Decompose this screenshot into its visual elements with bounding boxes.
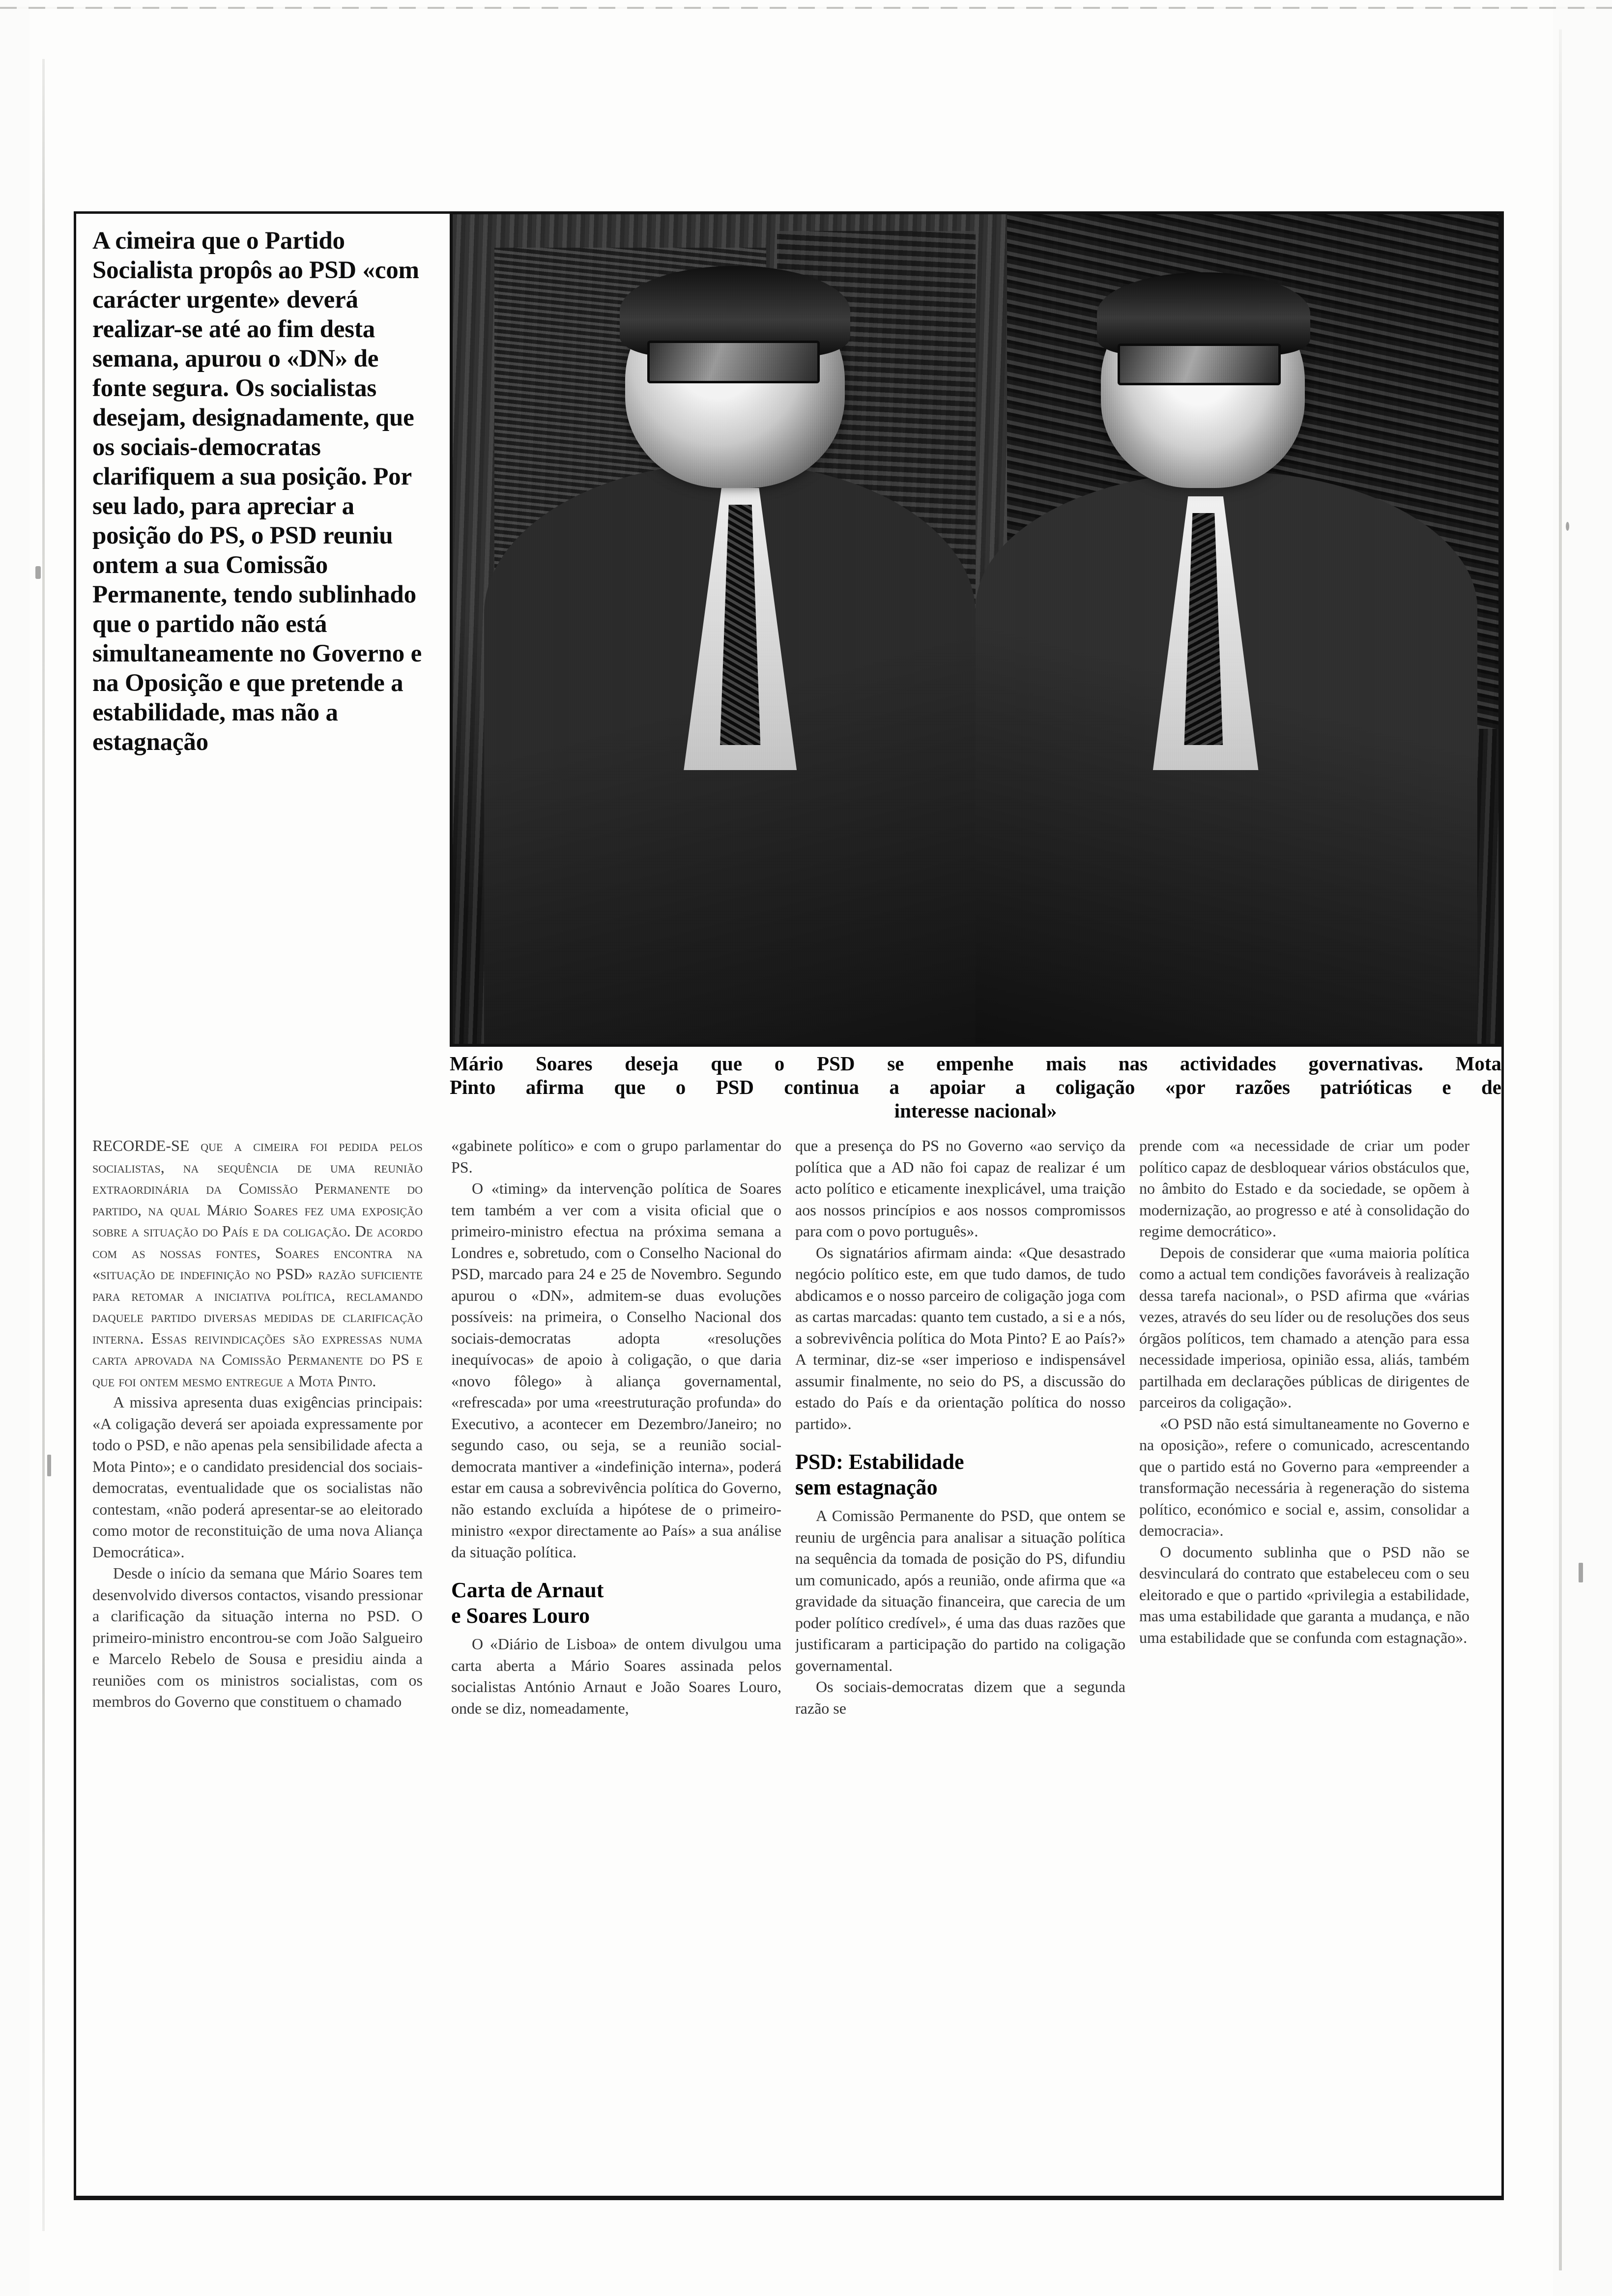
paragraph: Depois de considerar que «uma maioria política como a actual tem condições favoráveis à realização dessa tarefa nacional», o PSD afirma que «várias vezes, através do seu líder ou de resoluções dos seus órgãos políticos, tem chamado a atenção para essa necessidade imperiosa, opinião essa, aliás, também partilhada em declarações públicas de dirigentes de parceiros da coligação». bbox=[1139, 1243, 1469, 1411]
paragraph: O «Diário de Lisboa» de ontem divulgou uma carta aberta a Mário Soares assinada pelos socialistas António Arnaut e João Soares Louro, onde se diz, nomeadamente, bbox=[451, 1635, 781, 1717]
article-photo bbox=[450, 211, 1501, 1047]
photo-caption bbox=[450, 1052, 1501, 1122]
section-subheading: Carta de Arnaut e Soares Louro bbox=[451, 1578, 604, 1628]
scan-edge-top bbox=[0, 7, 1612, 9]
lead-paragraph-block bbox=[92, 226, 423, 757]
dust-speck bbox=[35, 566, 41, 579]
section-subheading: PSD: Estabilidade sem estagnação bbox=[795, 1450, 964, 1499]
photo-frame bbox=[450, 211, 1501, 1047]
paragraph: A missiva apresenta duas exigências principais: «A coligação deverá ser apoiada expressamente por todo o PSD, e não apenas pela sensibilidade afecta a Mota Pinto»; e o candidato presidencial dos sociais-democratas, eventualidade que os socialistas não contestam, «não poderá apresentar-se ao eleitorado como motor de reconstituição de uma nova Aliança Democrática». bbox=[92, 1393, 423, 1561]
dust-speck bbox=[47, 1455, 51, 1476]
scan-edge-right bbox=[1559, 29, 1562, 2270]
paragraph: «O PSD não está simultaneamente no Governo e na oposição», refere o comunicado, acrescentando que o partido está no Governo para «empreender a transformação necessária à regeneração do sistema político, económico e social e, assim, consolidar a democracia». bbox=[1139, 1414, 1469, 1539]
text-column-3 bbox=[795, 1135, 1125, 2177]
caption-line-3: interesse nacional» bbox=[894, 1099, 1057, 1122]
paragraph: A Comissão Permanente do PSD, que ontem se reuniu de urgência para analisar a situação política na sequência da tomada de posição do PS, difundiu um comunicado, após a reunião, onde afirma que «a gravidade da situação financeira, que carecia de um poder político credível», é uma das duas razões que justificaram a participação do partido na coligação governamental. bbox=[795, 1507, 1125, 1674]
paragraph: O «timing» da intervenção política de Soares tem também a ver com a visita oficial que o primeiro-ministro efectua na próxima semana a Londres e, sobretudo, com o Conselho Nacional do PSD, marcado para 24 e 25 de Novembro. Segundo apurou o «DN», admitem-se duas evoluções possíveis: na primeira, o Conselho Nacional dos sociais-democratas adopta «resoluções inequívocas» de apoio à coligação, o que daria «novo fôlego» à aliança governamental, «refrescada» por uma «reestruturação profunda» do Executivo, a acontecer em Dezembro/Janeiro; no segundo caso, ou seja, se a reunião social-democrata mantiver a «indefinição interna», poderá estar em causa a sobrevivência política do Governo, não estando excluída a hipótese de o primeiro-ministro «expor directamente ao País» a sua análise da situação política. bbox=[451, 1179, 781, 1561]
article-body bbox=[92, 1135, 1484, 2177]
paragraph: Os sociais-democratas dizem que a segunda razão se bbox=[795, 1678, 1125, 1717]
paragraph: que a presença do PS no Governo «ao serviço da política que a AD não foi capaz de realizar é um acto político e eticamente inexplicável, uma traição aos nossos princípios e aos nossos compromissos para com o povo português». bbox=[795, 1137, 1125, 1240]
frame-rule-right bbox=[1501, 211, 1504, 2200]
photo-halftone-grain bbox=[453, 214, 1498, 1044]
text-column-4 bbox=[1139, 1135, 1469, 2177]
text-column-2 bbox=[451, 1135, 781, 2177]
dust-speck bbox=[1579, 1563, 1583, 1582]
article-frame bbox=[74, 211, 1504, 2198]
lead-paragraph: A cimeira que o Partido Socialista propôs ao PSD «com carácter urgente» deverá realizar-se até ao fim desta semana, apurou o «DN» de fonte segura. Os socialistas desejam, designadamente, que os sociais-democratas clarifiquem a sua posição. Por seu lado, para apreciar a posição do PS, o PSD reuniu ontem a sua Comissão Permanente, tendo sublinhado que o partido não está simultaneamente no Governo e na Oposição e que pretende a estabilidade, mas não a estagnação bbox=[92, 227, 422, 756]
frame-rule-left bbox=[74, 211, 76, 2200]
paragraph: O documento sublinha que o PSD não se desvinculará do contrato que estabeleceu com o seu eleitorado e que o partido «privilegia a estabilidade, mas uma estabilidade que garanta a mudança, e não uma estabilidade que se confunda com estagnação». bbox=[1139, 1543, 1469, 1646]
caption-line-1: Mário Soares deseja que o PSD se empenhe mais nas actividades governativas. Mota bbox=[450, 1052, 1501, 1075]
frame-rule-bottom bbox=[74, 2196, 1504, 2200]
paragraph: RECORDE-SE que a cimeira foi pedida pelos socialistas, na sequência de uma reunião extraordinária da Comissão Permanente do partido, na qual Mário Soares fez uma exposição sobre a situação do País e da coligação. De acordo com as nossas fontes, Soares encontra na «situação de indefinição no PSD» razão suficiente para retomar a iniciativa política, reclamando daquele partido diversas medidas de clarificação interna. Essas reivindicações são expressas numa carta aprovada na Comissão Permanente do PS e que foi ontem mesmo entregue a Mota Pinto. bbox=[92, 1137, 423, 1390]
dust-speck bbox=[1566, 522, 1569, 531]
paragraph: Os signatários afirmam ainda: «Que desastrado negócio político este, em que tudo damos, de tudo abdicamos e o nosso parceiro de coligação joga com as cartas marcadas: quanto tem custado, a si e a nós, a sobrevivência política do Mota Pinto? E ao País?» A terminar, diz-se «ser imperioso e indispensável assumir finalmente, no seio do PS, a discussão do estado do País e da orientação política do nosso partido». bbox=[795, 1243, 1125, 1433]
paragraph: prende com «a necessidade de criar um poder político capaz de desbloquear vários obstáculos que, no âmbito do Estado e da sociedade, se opõem à modernização, ao progresso e até à consolidação do regime democrático». bbox=[1139, 1137, 1469, 1240]
paragraph: Desde o início da semana que Mário Soares tem desenvolvido diversos contactos, visando pressionar a clarificação da situação interna no PSD. O primeiro-ministro encontrou-se com João Salgueiro e Marcelo Rebelo de Sousa e presidiu ainda a reuniões com os ministros socialistas, com os membros do Governo que constituem o chamado bbox=[92, 1564, 423, 1710]
caption-line-2: Pinto afirma que o PSD continua a apoiar a coligação «por razões patrióticas e de bbox=[450, 1076, 1501, 1098]
paragraph: «gabinete político» e com o grupo parlamentar do PS. bbox=[451, 1137, 781, 1176]
scan-edge-left bbox=[42, 59, 45, 2231]
text-column-1 bbox=[92, 1135, 423, 2177]
